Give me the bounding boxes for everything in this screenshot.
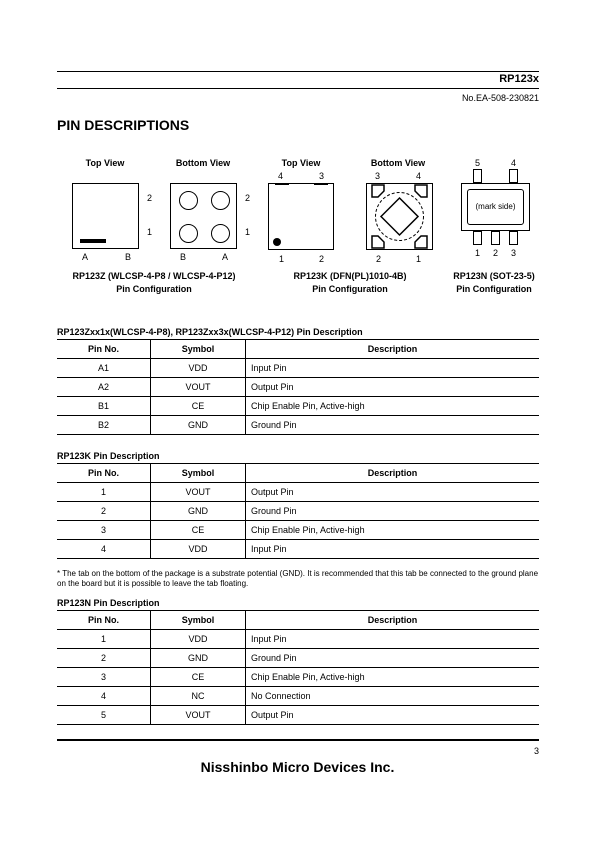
z-top-view-package [72, 183, 139, 249]
z-top-pin-label: 1 [147, 227, 153, 237]
k-pin-config-caption [270, 270, 430, 296]
symbol-cell: CE [151, 668, 246, 687]
description-cell: Input Pin [246, 630, 540, 649]
z-pin-table [57, 339, 539, 435]
table-row [57, 483, 539, 502]
k-top-view-package [268, 183, 334, 250]
caption-line: RP123K (DFN(PL)1010-4B) [293, 271, 407, 281]
k-top-pin-label: 2 [319, 254, 325, 264]
header-rule [57, 71, 539, 72]
table-row [57, 706, 539, 725]
pin1-marker [80, 239, 106, 243]
pin-no-cell: 5 [57, 706, 151, 725]
n-pin-label: 5 [475, 158, 481, 168]
page-number: 3 [533, 746, 539, 756]
z-bottom-pin-label: A [222, 252, 229, 262]
description-cell: Ground Pin [246, 649, 540, 668]
col-header-symbol: Symbol [151, 611, 246, 630]
pin-no-cell: 4 [57, 687, 151, 706]
col-header-pin-no: Pin No. [57, 340, 151, 359]
n-pin-config-caption [444, 270, 544, 296]
table-row [57, 630, 539, 649]
description-cell: Ground Pin [246, 502, 540, 521]
n-pin-lead [473, 231, 482, 245]
exposed-tab [381, 198, 418, 235]
symbol-cell: GND [151, 416, 246, 435]
n-pin-lead [491, 231, 500, 245]
corner-pad [372, 185, 384, 197]
pin-no-cell: 2 [57, 502, 151, 521]
n-pin-label: 2 [493, 248, 499, 258]
z-bottom-pin-label: B [180, 252, 187, 262]
solder-ball [179, 224, 198, 243]
description-cell: Chip Enable Pin, Active-high [246, 397, 540, 416]
description-cell: Chip Enable Pin, Active-high [246, 521, 540, 540]
symbol-cell: NC [151, 687, 246, 706]
table-row [57, 502, 539, 521]
description-cell: No Connection [246, 687, 540, 706]
section-title: PIN DESCRIPTIONS [57, 117, 190, 133]
description-cell: Chip Enable Pin, Active-high [246, 668, 540, 687]
pin-no-cell: 2 [57, 649, 151, 668]
tab-outline-dashed [376, 193, 424, 241]
symbol-cell: CE [151, 521, 246, 540]
company-name: Nisshinbo Micro Devices Inc. [200, 759, 395, 775]
table-header-row [57, 340, 539, 359]
z-bottom-view-package [170, 183, 237, 249]
k-bottom-pin-label: 3 [375, 171, 381, 181]
header-rule-lower [57, 88, 539, 89]
z-bottom-view-label: Bottom View [175, 158, 231, 168]
description-cell: Output Pin [246, 483, 540, 502]
table-row [57, 416, 539, 435]
table-row [57, 540, 539, 559]
mark-side-label: (mark side) [475, 202, 516, 211]
k-bottom-pin-label: 4 [416, 171, 422, 181]
n-pin-label: 4 [511, 158, 517, 168]
symbol-cell: VOUT [151, 378, 246, 397]
k-top-pin-label: 4 [278, 171, 284, 181]
solder-ball [211, 191, 230, 210]
table-row [57, 521, 539, 540]
symbol-cell: GND [151, 502, 246, 521]
pin-no-cell: 4 [57, 540, 151, 559]
k-top-pin-tab [275, 183, 289, 185]
k-top-pin-tab [314, 183, 328, 185]
corner-pad [372, 236, 384, 248]
z-pin-config-caption [57, 270, 251, 296]
n-pin-label: 3 [511, 248, 517, 258]
symbol-cell: VOUT [151, 706, 246, 725]
symbol-cell: VDD [151, 540, 246, 559]
k-bottom-pin-label: 1 [416, 254, 422, 264]
caption-line: Pin Configuration [312, 284, 388, 294]
corner-pad [415, 185, 427, 197]
symbol-cell: GND [151, 649, 246, 668]
table-row [57, 359, 539, 378]
pin1-dot [273, 238, 281, 246]
k-top-pin-label: 3 [319, 171, 325, 181]
pin-no-cell: 3 [57, 521, 151, 540]
k-pin-table [57, 463, 539, 559]
description-cell: Input Pin [246, 540, 540, 559]
n-pin-label: 1 [475, 248, 481, 258]
footer-rule [57, 739, 539, 741]
symbol-cell: CE [151, 397, 246, 416]
table-row [57, 687, 539, 706]
solder-ball [179, 191, 198, 210]
pin-no-cell: 1 [57, 483, 151, 502]
pin-no-cell: 3 [57, 668, 151, 687]
symbol-cell: VDD [151, 630, 246, 649]
col-header-symbol: Symbol [151, 340, 246, 359]
col-header-pin-no: Pin No. [57, 464, 151, 483]
symbol-cell: VOUT [151, 483, 246, 502]
symbol-cell: VDD [151, 359, 246, 378]
pin-no-cell: A1 [57, 359, 151, 378]
n-pin-table [57, 610, 539, 725]
description-cell: Output Pin [246, 706, 540, 725]
k-bottom-view-package [366, 183, 433, 250]
z-top-pin-label: A [82, 252, 89, 262]
col-header-symbol: Symbol [151, 464, 246, 483]
pin-no-cell: 1 [57, 630, 151, 649]
col-header-description: Description [246, 340, 540, 359]
pin-no-cell: A2 [57, 378, 151, 397]
n-pin-lead [509, 169, 518, 183]
description-cell: Input Pin [246, 359, 540, 378]
n-package-body [461, 183, 530, 231]
table-row [57, 668, 539, 687]
table-header-row [57, 611, 539, 630]
pin-no-cell: B2 [57, 416, 151, 435]
corner-pad [415, 236, 427, 248]
n-pin-lead [473, 169, 482, 183]
table-row [57, 397, 539, 416]
k-top-pin-label: 1 [279, 254, 285, 264]
n-package-inner [467, 189, 524, 225]
n-pin-lead [509, 231, 518, 245]
table-row [57, 649, 539, 668]
z-table-title: RP123Zxx1x(WLCSP-4-P8), RP123Zxx3x(WLCSP-4-P12) Pin Description [57, 327, 363, 337]
footnote: * The tab on the bottom of the package is a substrate potential (GND). It is recommended that this tab be connected to the ground plane on the board but it is possible to leave the tab floating. [57, 569, 539, 588]
caption-line: RP123N (SOT-23-5) [453, 271, 535, 281]
k-top-view-label: Top View [281, 158, 321, 168]
document-id: RP123x [499, 73, 539, 85]
description-cell: Output Pin [246, 378, 540, 397]
caption-line: Pin Configuration [456, 284, 532, 294]
k-bottom-view-label: Bottom View [370, 158, 426, 168]
col-header-description: Description [246, 464, 540, 483]
col-header-pin-no: Pin No. [57, 611, 151, 630]
caption-line: RP123Z (WLCSP-4-P8 / WLCSP-4-P12) [72, 271, 236, 281]
solder-ball [211, 224, 230, 243]
z-top-pin-label: B [125, 252, 132, 262]
description-cell: Ground Pin [246, 416, 540, 435]
table-row [57, 378, 539, 397]
document-number: No.EA-508-230821 [461, 93, 539, 103]
pin-no-cell: B1 [57, 397, 151, 416]
n-table-title: RP123N Pin Description [57, 598, 160, 608]
z-top-view-label: Top View [85, 158, 125, 168]
package-outline [367, 184, 433, 250]
z-bottom-pin-label: 1 [245, 227, 251, 237]
k-bottom-pin-label: 2 [376, 254, 382, 264]
table-header-row [57, 464, 539, 483]
k-table-title: RP123K Pin Description [57, 451, 160, 461]
z-top-pin-label: 2 [147, 193, 153, 203]
z-bottom-pin-label: 2 [245, 193, 251, 203]
caption-line: Pin Configuration [116, 284, 192, 294]
col-header-description: Description [246, 611, 540, 630]
